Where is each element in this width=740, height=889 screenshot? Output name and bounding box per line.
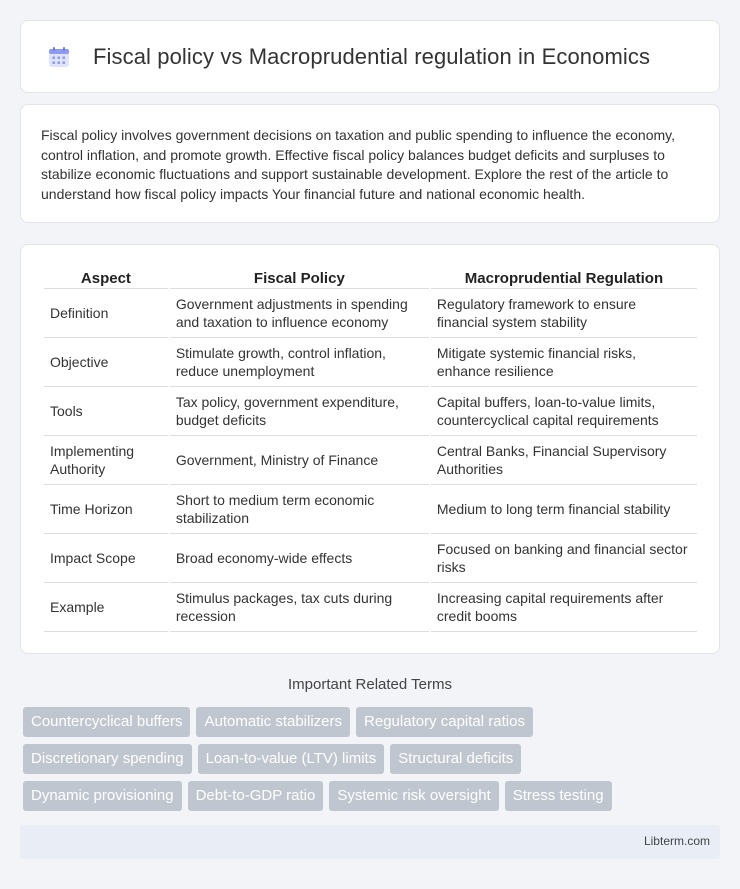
footer-site-link[interactable]: Libterm.com bbox=[643, 834, 710, 848]
cell-aspect: Definition bbox=[44, 289, 168, 338]
table-row bbox=[44, 338, 697, 387]
cell-macro: Mitigate systemic financial risks, enhance resilience bbox=[431, 338, 697, 387]
related-terms-title: Important Related Terms bbox=[288, 676, 452, 693]
cell-macro: Increasing capital requirements after credit booms bbox=[431, 583, 697, 632]
cell-macro: Medium to long term financial stability bbox=[431, 485, 697, 534]
related-term-tag[interactable]: Regulatory capital ratios bbox=[356, 707, 533, 737]
related-term-tag[interactable]: Discretionary spending bbox=[23, 744, 192, 774]
cell-aspect: Implementing Authority bbox=[44, 436, 168, 485]
cell-macro: Capital buffers, loan-to-value limits, countercyclical capital requirements bbox=[431, 387, 697, 436]
table-row bbox=[44, 485, 697, 534]
cell-aspect: Time Horizon bbox=[44, 485, 168, 534]
page-title: Fiscal policy vs Macroprudential regulation in Economics bbox=[93, 43, 651, 69]
cell-aspect: Impact Scope bbox=[44, 534, 168, 583]
cell-macro: Regulatory framework to ensure financial system stability bbox=[431, 289, 697, 338]
header-macroprudential: Macroprudential Regulation bbox=[431, 265, 697, 289]
related-term-tag[interactable]: Automatic stabilizers bbox=[196, 707, 350, 737]
header-card bbox=[20, 20, 720, 93]
related-term-tag[interactable]: Countercyclical buffers bbox=[23, 707, 190, 737]
cell-aspect: Example bbox=[44, 583, 168, 632]
cell-fiscal: Government, Ministry of Finance bbox=[170, 436, 429, 485]
intro-paragraph: Fiscal policy involves government decisions on taxation and public spending to influence the economy, control inflation, and promote growth. Effective fiscal policy balances budget deficits and surpluses to stabilize economic fluctuations and support sustainable development. Explore the rest of the article to understand how fiscal policy impacts Your financial future and national economic health. bbox=[41, 127, 675, 202]
cell-macro: Central Banks, Financial Supervisory Authorities bbox=[431, 436, 697, 485]
related-terms-row bbox=[23, 781, 612, 811]
table-row bbox=[44, 534, 697, 583]
comparison-table bbox=[42, 265, 699, 632]
table-row bbox=[44, 583, 697, 632]
table-row bbox=[44, 387, 697, 436]
comparison-table-card bbox=[20, 244, 720, 654]
cell-fiscal: Short to medium term economic stabilization bbox=[170, 485, 429, 534]
table-row bbox=[44, 436, 697, 485]
related-term-tag[interactable]: Structural deficits bbox=[390, 744, 521, 774]
cell-macro: Focused on banking and financial sector risks bbox=[431, 534, 697, 583]
table-row bbox=[44, 289, 697, 338]
cell-fiscal: Government adjustments in spending and taxation to influence economy bbox=[170, 289, 429, 338]
cell-fiscal: Tax policy, government expenditure, budget deficits bbox=[170, 387, 429, 436]
intro-card bbox=[20, 104, 720, 223]
footer bbox=[20, 825, 720, 859]
related-terms-row bbox=[23, 707, 533, 737]
cell-fiscal: Stimulate growth, control inflation, reduce unemployment bbox=[170, 338, 429, 387]
cell-fiscal: Broad economy-wide effects bbox=[170, 534, 429, 583]
calendar-icon bbox=[47, 45, 71, 69]
related-term-tag[interactable]: Loan-to-value (LTV) limits bbox=[198, 744, 385, 774]
cell-fiscal: Stimulus packages, tax cuts during recession bbox=[170, 583, 429, 632]
cell-aspect: Objective bbox=[44, 338, 168, 387]
cell-aspect: Tools bbox=[44, 387, 168, 436]
table-header-row bbox=[44, 265, 697, 289]
header-aspect: Aspect bbox=[44, 265, 168, 289]
related-term-tag[interactable]: Stress testing bbox=[505, 781, 612, 811]
related-term-tag[interactable]: Debt-to-GDP ratio bbox=[188, 781, 324, 811]
header-fiscal-policy: Fiscal Policy bbox=[170, 265, 429, 289]
related-term-tag[interactable]: Systemic risk oversight bbox=[329, 781, 498, 811]
related-terms-row bbox=[23, 744, 521, 774]
related-term-tag[interactable]: Dynamic provisioning bbox=[23, 781, 182, 811]
